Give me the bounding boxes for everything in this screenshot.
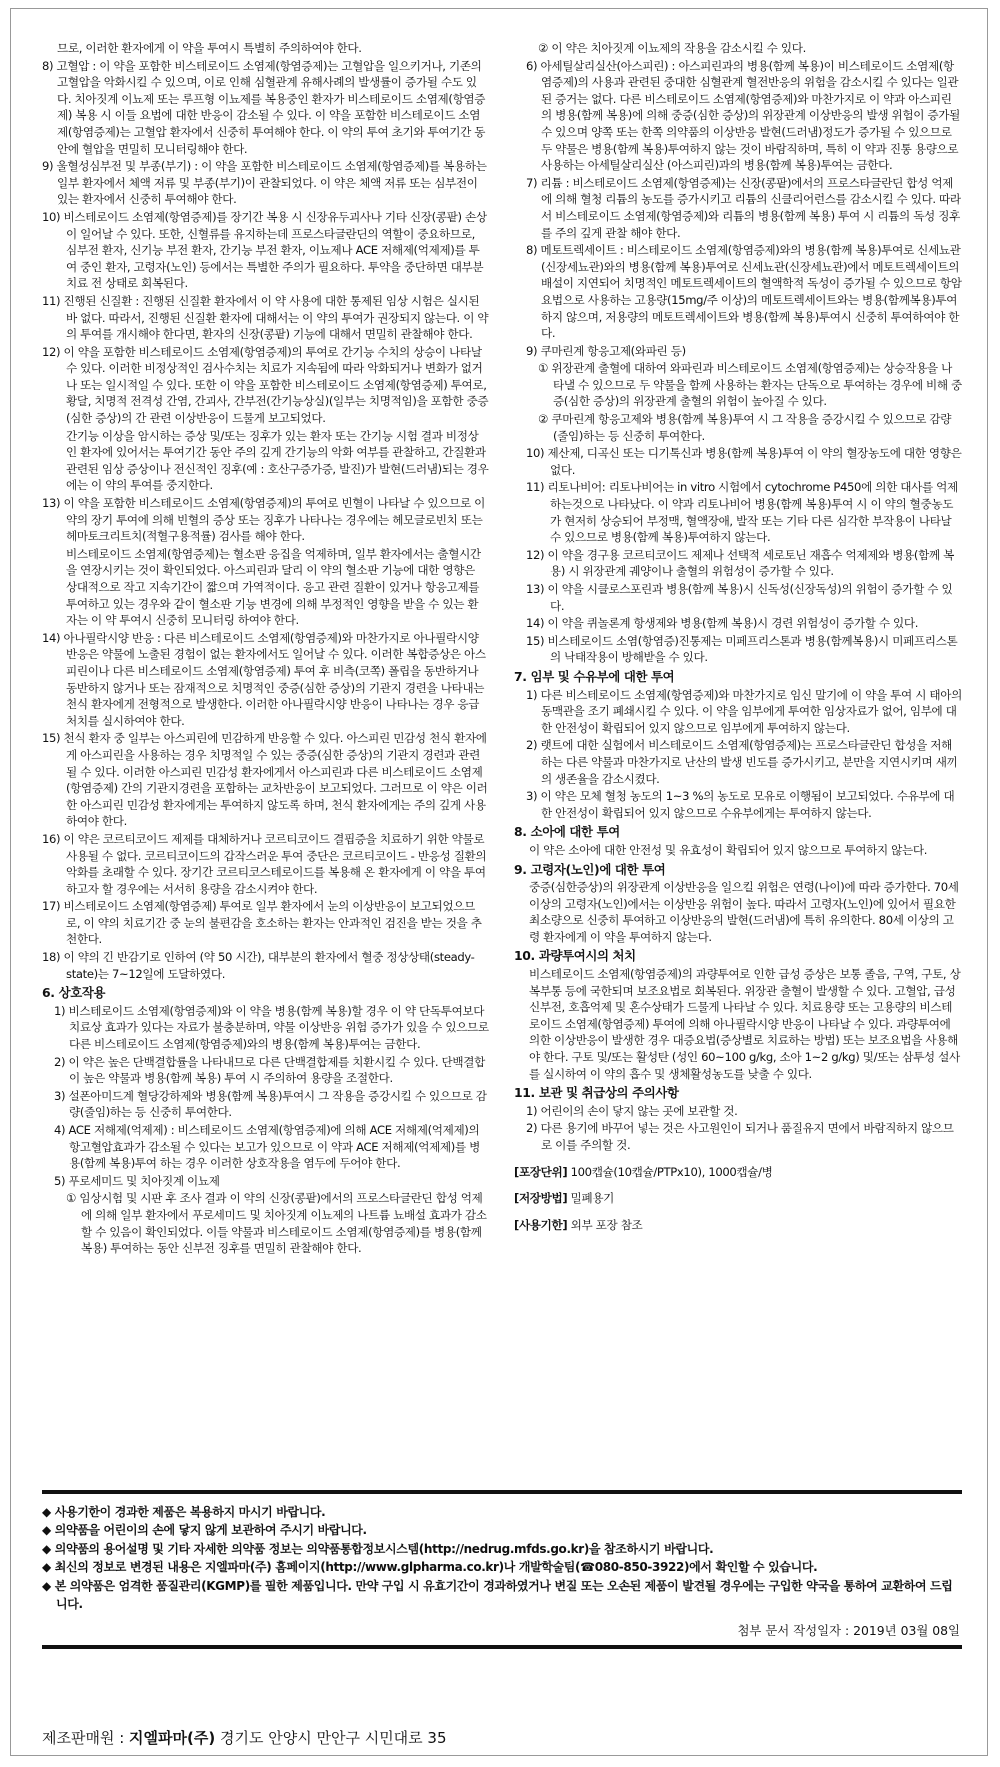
paragraph: 17) 비스테로이드 소염제(항염증제) 투여로 일부 환자에서 눈의 이상반응이 보고되었으므로, 이 약의 치료기간 중 눈의 불편감을 호소하는 환자는 안과적인 검진을 받는 것을 추천한다. xyxy=(42,899,482,947)
notice-item: ◆ 최신의 정보로 변경된 내용은 지엘파마(주) 홈페이지(http://www.glpharma.co.kr)나 개발학술팀(☎080-850-3922)에서 확인할 수 있습니다. xyxy=(42,1560,818,1575)
paragraph: 11) 리토나비어: 리토나비어는 in vitro 시험에서 cytochrome P450에 의한 대사를 억제하는것으로 나타났다. 이 약과 리토나비어 병용(함께 복용)투여 시 이 약의 혈중농도가 현저히 상승되어 부정맥, 혈액장애, 발작 또는 기타 다른 심각한 부작용이 나타날 수 있으므로 병용(함께 복용)투여하지 않는다. xyxy=(526,480,958,545)
paragraph: 13) 이 약을 포함한 비스테로이드 소염제(항염증제)의 투여로 빈혈이 나타날 수 있으므로 이 약의 장기 투여에 의해 빈혈의 증상 또는 징후가 나타나는 경우에는 헤모글로빈치 또는 헤마토크리트치(적혈구용적률) 검사를 해야 한다. xyxy=(42,496,485,544)
paragraph: 9) 울혈성심부전 및 부종(부기) : 이 약을 포함한 비스테로이드 소염제(항염증제)를 복용하는 일부 환자에서 체액 저류 및 부종(부기)이 관찰되었다. 이 약은 체액 저류 또는 심부전이 있는 환자에서 신중히 투여해야 한다. xyxy=(42,159,487,207)
notice-item: ◆ 사용기한이 경과한 제품은 복용하지 마시기 바랍니다. xyxy=(42,1505,326,1519)
section-heading: 9. 고령자(노인)에 대한 투여 xyxy=(514,861,666,877)
manufacturer: 제조판매원 : 지엘파마(주) 경기도 안양시 만안구 시민대로 35 xyxy=(42,1729,447,1747)
paragraph: 2) 랫트에 대한 실험에서 비스테로이드 소염제(항염증제)는 프로스타글란딘 합성을 저해하는 다른 약물과 마찬가지로 난산의 발생 빈도를 증가시키고, 분만을 지연시키며 새끼의 생존율을 감소시켰다. xyxy=(526,738,958,786)
storage-method: [저장방법] 밀폐용기 xyxy=(514,1191,615,1206)
paragraph: 므로, 이러한 환자에게 이 약을 투여시 특별히 주의하여야 한다. xyxy=(57,41,362,55)
section-heading: 8. 소아에 대한 투여 xyxy=(514,824,620,840)
paragraph: 12) 이 약을 경구용 코르티코이드 제제나 선택적 세로토닌 재흡수 억제제와 병용(함께 복용) 시 위장관계 궤양이나 출혈의 위험성이 증가할 수 있다. xyxy=(526,547,954,579)
document-date: 첨부 문서 작성일자 : 2019년 03월 08일 xyxy=(737,1623,960,1638)
section-heading: 7. 임부 및 수유부에 대한 투여 xyxy=(514,668,675,684)
paragraph: 8) 메토트렉세이트 : 비스테로이드 소염제(항염증제)와의 병용(함께 복용)투여로 신세뇨관(신장세뇨관)와의 병용(함께 복용)투여로 신세뇨관(신장세뇨관)에서 메토트렉세이트의 배설이 지연되어 치명적인 메토트렉세이트의 혈액학적 독성이 증가될 수 있으므로 항암요법으로 사용하는 고용량(15mg/주 이상)의 메토트렉세이트와는 병용(함께복용)투여하지 않으며, 저용량의 메토트렉세이트와 병용(함께 복용)투여시 신중히 투여하여야 한다. xyxy=(526,243,962,341)
paragraph: 5) 푸로세미드 및 치아짓계 이뇨제 xyxy=(54,1173,220,1188)
paragraph: 8) 고혈압 : 이 약을 포함한 비스테로이드 소염제(항염증제)는 고혈압을 일으키거나, 기존의 고혈압을 악화시킬 수 있으며, 이로 인해 심혈관계 유해사례의 발생률이 증가될 수도 있다. 치아짓계 이뇨제 또는 루프형 이뇨제를 복용중인 환자가 비스테로이드 소염제(항염증제) 복용 시 이들 요법에 대한 반응이 감소될 수 있다. 이 약을 포함한 비스테로이드 소염제(항염증제)는 고혈압 환자에서 신중히 투여해야 한다. 이 약의 투여 초기와 투여기간 동안에 혈압을 면밀히 모니터링해야 한다. xyxy=(42,58,486,156)
notice-bottom-rule xyxy=(42,1645,962,1649)
paragraph: 2) 다른 용기에 바꾸어 넣는 것은 사고원인이 되거나 품질유지 면에서 바람직하지 않으므로 이를 주의할 것. xyxy=(526,1121,954,1152)
paragraph: 7) 리튬 : 비스테로이드 소염제(항염증제)는 신장(콩팥)에서의 프로스타글란딘 합성 억제에 의해 혈청 리튬의 농도를 증가시키고 리튬의 신클리어런스를 감소시킬 수 있다. 따라서 비스테로이드 소염제(항염증제)와 리튬의 병용(함께 복용) 투여 시 리튬의 독성 징후를 주의 깊게 관찰 해야 한다. xyxy=(526,175,961,240)
paragraph: 2) 이 약은 높은 단백결합률을 나타내므로 다른 단백결합제를 치환시킬 수 있다. 단백결합이 높은 약물과 병용(함께 복용) 투여 시 주의하여 용량을 조절한다. xyxy=(54,1054,485,1086)
notice-top-rule xyxy=(42,1490,962,1494)
paragraph: 16) 이 약은 코르티코이드 제제를 대체하거나 코르티코이드 결핍증을 치료하기 위한 약물로 사용될 수 없다. 코르티코이드의 갑작스러운 투여 중단은 코르티코이드 - 반응성 질환의 악화를 초래할 수 있다. 장기간 코르티코스테로이드를 복용해 온 환자에게 이 약을 투여하고자 할 경우에는 서서히 용량을 감소시켜야 한다. xyxy=(42,831,487,896)
paragraph: 15) 비스테로이드 소염(항염증)진통제는 미페프리스톤과 병용(함께복용)시 미페프리스톤의 낙태작용이 방해받을 수 있다. xyxy=(526,633,958,665)
paragraph: 중증(심한증상)의 위장관계 이상반응을 일으킬 위험은 연령(나이)에 따라 증가한다. 70세 이상의 고령자(노인)에서는 이상반응 위험이 높다. 따라서 고령자(노인)에 있어서 필요한 최소량으로 신중히 투여하고 이상반응의 발현(드러냄)에 특히 유의한다. 80세 이상의 고령 환자에게 이 약을 투여하지 않는다. xyxy=(529,880,959,944)
notice-item: ◆ 의약품의 용어설명 및 기타 자세한 의약품 정보는 의약품통합정보시스템(http://nedrug.mfds.go.kr)을 참조하시기 바랍니다. xyxy=(42,1541,714,1556)
paragraph: 4) ACE 저해제(억제제) : 비스테로이드 소염제(항염증제)에 의해 ACE 저해제(억제제)의 항고혈압효과가 감소될 수 있다는 보고가 있으므로 이 약과 ACE 저해제(억제제)를 병용(함께 복용)투여 하는 경우 이러한 상호작용을 염두에 두어야 한다. xyxy=(54,1123,480,1171)
packaging-unit: [포장단위] 100캡슐(10캡슐/PTPx10), 1000캡슐/병 xyxy=(514,1164,773,1179)
paragraph: 10) 비스테로이드 소염제(항염증제)를 장기간 복용 시 신장유두괴사나 기타 신장(콩팥) 손상이 일어날 수 있다. 또한, 신혈류를 유지하는데 프로스타글란딘의 역할이 중요하므로, 심부전 환자, 신기능 부전 환자, 간기능 부전 환자, 이뇨제나 ACE 저해제(억제제)를 투여 중인 환자, 고령자(노인) 등에서는 특별한 주의가 필요하다. 투약을 중단하면 대부분 치료 전 상태로 회복된다. xyxy=(42,209,487,291)
paragraph: 14) 아나필락시양 반응 : 다른 비스테로이드 소염제(항염증제)와 마찬가지로 아나필락시양 반응은 약물에 노출된 경험이 없는 환자에서도 일어날 수 있다. 이러한 복합증상은 아스피린이나 다른 비스테로이드 소염제(항염증제) 투여 후 비측(코쪽) 폴립을 동반하거나 동반하지 않거나 또는 잠재적으로 치명적인 중증(심한 증상)의 기관지 경련을 나타내는 천식 환자에게 전형적으로 발생한다. 이러한 아나필락시양 반응이 나타나는 경우 응급처치를 실시하여야 한다. xyxy=(42,630,486,728)
paragraph: ② 이 약은 치아짓계 이뇨제의 작용을 감소시킬 수 있다. xyxy=(538,41,806,55)
paragraph: 18) 이 약의 긴 반감기로 인하여 (약 50 시간), 대부분의 환자에서 혈중 정상상태(steady-state)는 7~12일에 도달하였다. xyxy=(42,950,475,981)
paragraph: 이 약은 소아에 대한 안전성 및 유효성이 확립되어 있지 않으므로 투여하지 않는다. xyxy=(529,842,928,857)
paragraph: 3) 설폰아미드계 혈당강하제와 병용(함께 복용)투여시 그 작용을 증강시킬 수 있으므로 감량(줄임)하는 등 신중히 투여한다. xyxy=(54,1088,487,1120)
right-column xyxy=(514,40,962,1233)
section-heading: 10. 과량투여시의 처치 xyxy=(514,948,636,964)
paragraph: 10) 제산제, 디곡신 또는 디기톡신과 병용(함께 복용)투여 이 약의 혈장농도에 대한 영향은 없다. xyxy=(526,446,962,477)
expiry-info: [사용기한] 외부 포장 참조 xyxy=(514,1217,643,1232)
paragraph: 9) 쿠마린계 항응고제(와파린 등) xyxy=(526,343,686,358)
notice-item: ◆ 본 의약품은 엄격한 품질관리(KGMP)를 필한 제품입니다. 만약 구입 시 유효기간이 경과하였거나 변질 또는 오손된 제품이 발견될 경우에는 구입한 약국을 통하여 교환하여 드립니다. xyxy=(42,1578,953,1612)
section-heading: 11. 보관 및 취급상의 주의사항 xyxy=(514,1085,679,1101)
left-column xyxy=(42,40,489,1258)
paragraph: 11) 진행된 신질환 : 진행된 신질환 환자에서 이 약 사용에 대한 통제된 임상 시험은 실시된 바 없다. 따라서, 진행된 신질환 환자에 대해서는 이 약의 투여가 권장되지 않는다. 이 약의 투여를 개시해야 한다면, 환자의 신장(콩팥) 기능에 대해서 면밀히 관찰해야 한다. xyxy=(42,293,489,342)
paragraph: 3) 이 약은 모체 혈청 농도의 1~3 %의 농도로 모유로 이행됨이 보고되었다. 수유부에 대한 안전성이 확립되어 있지 않으므로 수유부에게는 투여하지 않는다. xyxy=(526,789,955,820)
paragraph: 13) 이 약을 시클로스포린과 병용(함께 복용)시 신독성(신장독성)의 위험이 증가할 수 있다. xyxy=(526,582,953,613)
paragraph: ① 위장관계 출혈에 대하여 와파린과 비스테로이드 소염제(항염증제)는 상승작용을 나타낼 수 있으므로 두 약물을 함께 사용하는 환자는 단독으로 투여하는 경우에 비해 중증(심한 증상)의 위장관계 출혈의 위험이 높아질 수 있다. xyxy=(538,361,962,409)
notice-item: ◆ 의약품을 어린이의 손에 닿지 않게 보관하여 주시기 바랍니다. xyxy=(42,1523,367,1538)
notice-list xyxy=(42,1503,962,1613)
section-heading: 6. 상호작용 xyxy=(42,985,106,1001)
paragraph: 1) 어린이의 손이 닿지 않는 곳에 보관할 것. xyxy=(526,1103,738,1118)
paragraph: 비스테로이드 소염제(항염증제)는 혈소판 응집을 억제하며, 일부 환자에서는 출혈시간을 연장시키는 것이 확인되었다. 아스피린과 달리 이 약의 혈소판 기능에 대한 영향은 상대적으로 작고 지속기간이 짧으며 가역적이다. 응고 관련 질환이 있거나 항응고제를 투여하고 있는 경우와 같이 혈소판 기능 변경에 의해 부정적인 영향을 받을 수 있는 환자는 이 약 투여시 신중히 모니터링 하여야 한다. xyxy=(66,546,481,628)
paragraph: 6) 아세틸살리실산(아스피린) : 아스피린과의 병용(함께 복용)이 비스테로이드 소염제(항염증제)의 사용과 관련된 중대한 심혈관계 혈전반응의 위험을 감소시킬 수 있다는 일관된 증거는 없다. 다른 비스테로이드 소염제(항염증제)와 마찬가지로 이 약과 아스피린의 병용(함께 복용)에 의해 중증(심한 증상)의 위장관계 이상반응의 발생 위험이 증가될 수 있으며 양쪽 또는 한쪽 의약품의 이상반응 발현(드러냄)정도가 증가될 수 있으므로 두 약물은 병용(함께 복용)투여하지 않는 것이 바람직하며, 특히 이 약과 진통 용량으로 사용하는 아세틸살리실산 (아스피린)과의 병용(함께 복용)투여는 금한다. xyxy=(526,58,960,173)
paragraph: 14) 이 약을 퀴놀론계 항생제와 병용(함께 복용)시 경련 위험성이 증가할 수 있다. xyxy=(526,616,919,631)
paragraph: ① 임상시험 및 시판 후 조사 결과 이 약의 신장(콩팥)에서의 프로스타글란딘 합성 억제에 의해 일부 환자에서 푸로세미드 및 치아짓계 이뇨제의 나트륨 뇨배설 효과가 감소할 수 있음이 확인되었다. 이들 약물과 비스테로이드 소염제(항염증제)를 병용(함께 복용) 투여하는 동안 신부전 징후를 면밀히 관찰해야 한다. xyxy=(66,1191,487,1256)
paragraph: 간기능 이상을 암시하는 증상 및/또는 징후가 있는 환자 또는 간기능 시험 결과 비정상인 환자에 있어서는 투여기간 동안 주의 깊게 간기능의 악화 여부를 관찰하고, 간질환과 관련된 임상 증상이나 전신적인 징후(예 : 호산구증가증, 발진)가 발현(드러냄)되는 경우에는 이 약의 투여를 중지한다. xyxy=(66,428,489,493)
paragraph: 1) 비스테로이드 소염제(항염증제)와 이 약을 병용(함께 복용)할 경우 이 약 단독투여보다 치료상 효과가 있다는 자료가 불충분하며, 약물 이상반응 위험 증가가 있을 수 있으므로 다른 비스테로이드 소염제(항염증제)와의 병용(함께 복용)투여는 금한다. xyxy=(54,1003,489,1052)
paragraph: 12) 이 약을 포함한 비스테로이드 소염제(항염증제)의 투여로 간기능 수치의 상승이 나타날 수 있다. 이러한 비정상적인 검사수치는 치료가 지속됨에 따라 악화되거나 변화가 없거나 또는 일시적일 수 있다. 또한 이 약을 포함한 비스테로이드 소염제(항염증제) 투여로, 황달, 치명적 전격성 간염, 간괴사, 간부전(간기능상실)(일부는 치명적임)을 포함한 중증(심한 증상)의 간 관련 이상반응이 드물게 보고되었다. xyxy=(42,344,489,426)
paragraph: 15) 천식 환자 중 일부는 아스피린에 민감하게 반응할 수 있다. 아스피린 민감성 천식 환자에게 아스피린을 사용하는 경우 치명적일 수 있는 중증(심한 증상)의 기관지 경련과 관련될 수 있다. 이러한 아스피린 민감성 환자에게서 아스피린과 다른 비스테로이드 소염제(항염증제) 간의 기관지경련을 포함하는 교차반응이 보고되었다. 그러므로 이 약은 이러한 아스피린 민감성 환자에게는 투여하지 않도록 하며, 천식 환자에게는 주의 깊게 사용하여야 한다. xyxy=(42,731,488,829)
paragraph: 1) 다른 비스테로이드 소염제(항염증제)와 마찬가지로 임신 말기에 이 약을 투여 시 태아의 동맥관을 조기 폐쇄시킬 수 있다. 이 약을 임부에게 투여한 임상자료가 없어, 임부에 대한 안전성이 확립되어 있지 않으므로 임부에게 투여하지 않는다. xyxy=(526,687,962,735)
paragraph: ② 쿠마린계 항응고제와 병용(함께 복용)투여 시 그 작용을 증강시킬 수 있으므로 감량(줄임)하는 등 신중히 투여한다. xyxy=(538,412,952,443)
paragraph: 비스테로이드 소염제(항염증제)의 과량투여로 인한 급성 증상은 보통 졸음, 구역, 구토, 상복부통 등에 국한되며 보조요법로 회복된다. 위장관 출혈이 발생할 수 있다. 고혈압, 급성 신부전, 호흡억제 및 혼수상태가 드물게 나타날 수 있다. 치료용량 또는 고용량의 비스테로이드 소염제(항염증제) 투여에 의해 아나필락시양 반응이 나타날 수 있다. 과량투여에 의한 이상반응이 발생한 경우 대증요법(증상별로 치료하는 방법) 또는 보조요법을 사용해야 한다. 구토 및/또는 활성탄 (성인 60~100 g/kg, 소아 1~2 g/kg) 및/또는 삼투성 설사를 실시하여 이 약의 흡수 및 생체활성농도를 낮출 수 있다. xyxy=(529,967,961,1081)
